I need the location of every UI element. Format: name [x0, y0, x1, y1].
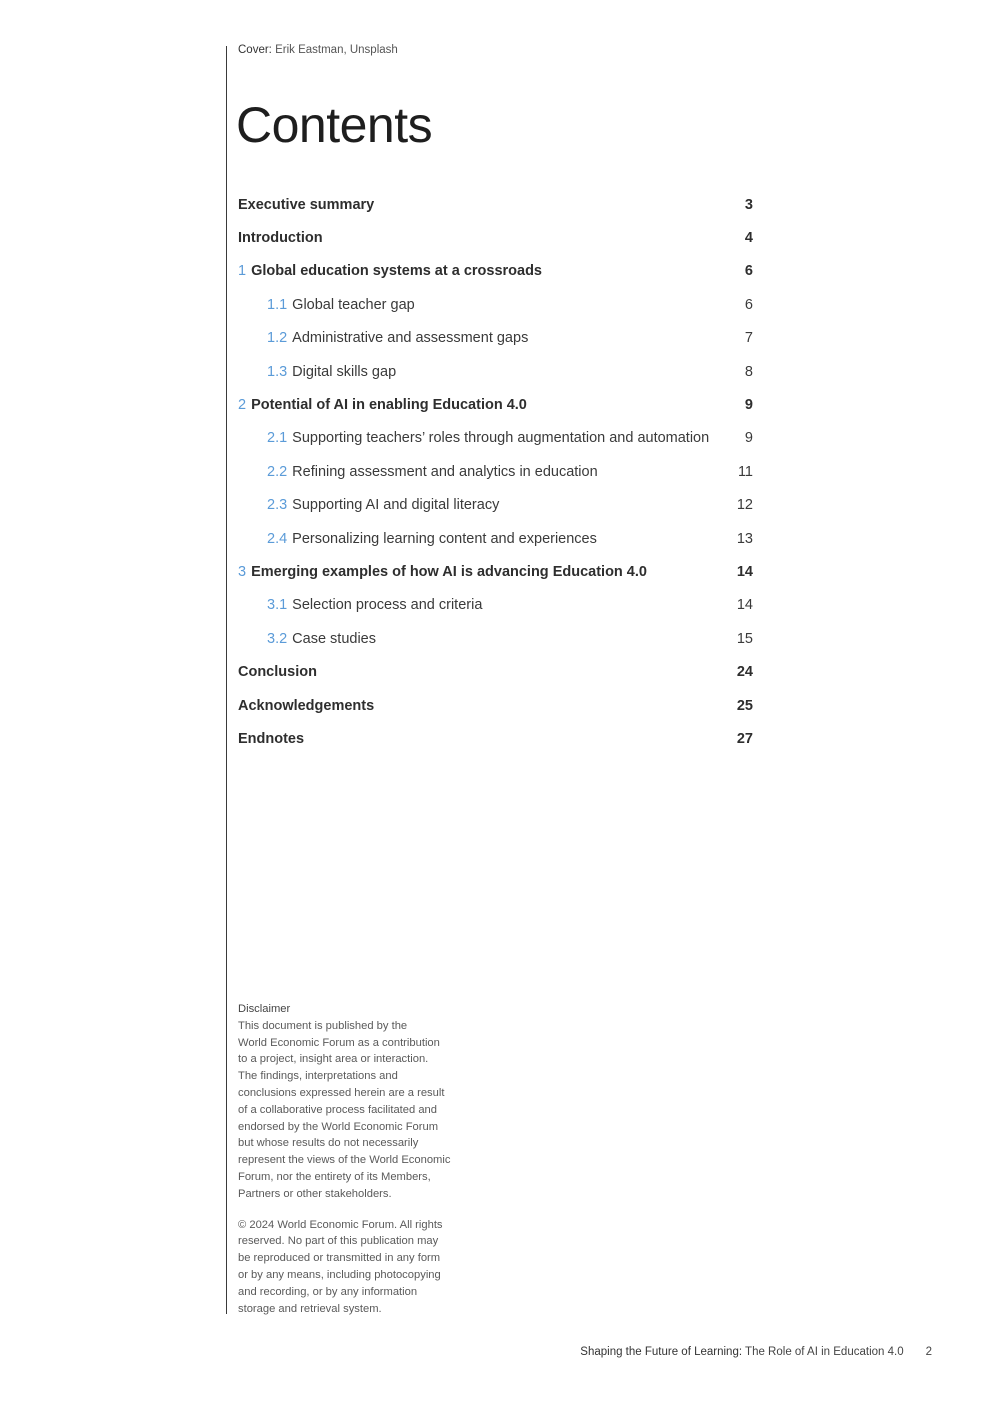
disclaimer-line: but whose results do not necessarily [238, 1137, 419, 1150]
toc-entry-label: Executive summary [238, 196, 375, 213]
toc-entry-page: 8 [744, 363, 753, 380]
footer-title-strong: Shaping the Future of Learning: [580, 1346, 743, 1358]
toc-entry-page: 4 [744, 230, 753, 247]
toc-entry-label: Supporting teachers’ roles through augmentation and automation [292, 430, 710, 447]
toc-entry-label: Supporting AI and digital literacy [292, 497, 500, 514]
toc-entry[interactable] [238, 422, 753, 455]
disclaimer-line: be reproduced or transmitted in any form [238, 1252, 441, 1265]
toc-entry-page: 13 [736, 530, 753, 547]
toc-entry[interactable] [238, 589, 753, 622]
toc-entry[interactable] [238, 388, 753, 421]
toc-entry-page: 6 [744, 296, 753, 313]
footer-title [580, 1346, 903, 1358]
toc-entry-number: 1.2 [267, 330, 288, 347]
toc-entry[interactable] [238, 722, 753, 755]
toc-entry-label: Conclusion [238, 664, 317, 681]
toc-entry-label: Selection process and criteria [292, 597, 483, 614]
toc-entry[interactable] [238, 489, 753, 522]
page-footer [580, 1346, 932, 1358]
toc-entry-label: Potential of AI in enabling Education 4.0 [251, 397, 527, 414]
disclaimer-line: World Economic Forum as a contribution [238, 1036, 440, 1049]
toc-entry[interactable] [238, 689, 753, 722]
toc-entry[interactable] [238, 355, 753, 388]
toc-entry[interactable] [238, 555, 753, 588]
toc-entry-label: Refining assessment and analytics in education [292, 463, 598, 480]
toc-entry-page: 9 [744, 397, 753, 414]
disclaimer-line: Forum, nor the entirety of its Members, [238, 1170, 431, 1183]
cover-credit-label: Cover: [238, 44, 272, 56]
toc-entry[interactable] [238, 655, 753, 688]
disclaimer-line: reserved. No part of this publication may [238, 1235, 439, 1248]
disclaimer-line: endorsed by the World Economic Forum [238, 1120, 439, 1133]
disclaimer-line: and recording, or by any information [238, 1285, 418, 1298]
disclaimer-line: The findings, interpretations and [238, 1070, 398, 1083]
toc-entry-page: 25 [736, 697, 753, 714]
toc-entry-label: Emerging examples of how AI is advancing Education 4.0 [251, 563, 647, 580]
toc-entry-page: 6 [744, 263, 753, 280]
toc-entry-label: Global education systems at a crossroads [251, 263, 542, 280]
disclaimer-line: of a collaborative process facilitated and [238, 1103, 438, 1116]
toc-entry-number: 3.2 [267, 630, 288, 647]
toc-entry[interactable] [238, 622, 753, 655]
toc-entry[interactable] [238, 188, 753, 221]
toc-entry-number: 2 [238, 397, 247, 414]
toc-entry-page: 12 [736, 497, 753, 514]
disclaimer-line: to a project, insight area or interaction. [238, 1053, 429, 1066]
margin-rule [226, 46, 227, 1314]
toc-entry-label: Case studies [292, 630, 376, 647]
disclaimer-line: or by any means, including photocopying [238, 1268, 441, 1281]
toc-entry-number: 2.3 [267, 497, 288, 514]
toc-entry-number: 3.1 [267, 597, 288, 614]
toc-entry-page: 9 [744, 430, 753, 447]
disclaimer-line: This document is published by the [238, 1019, 408, 1032]
toc-entry-page: 27 [736, 730, 753, 747]
disclaimer-line: conclusions expressed herein are a result [238, 1086, 445, 1099]
disclaimer [238, 1001, 478, 1317]
toc-entry-label: Endnotes [238, 730, 305, 747]
disclaimer-line: storage and retrieval system. [238, 1302, 382, 1315]
page-title: Contents [236, 97, 433, 153]
toc-entry-label: Acknowledgements [238, 697, 375, 714]
toc-entry-number: 2.1 [267, 430, 288, 447]
toc-entry[interactable] [238, 455, 753, 488]
toc-entry-label: Introduction [238, 230, 323, 247]
toc-entry-page: 24 [736, 664, 753, 681]
toc-entry-label: Personalizing learning content and experiences [292, 530, 597, 547]
toc-entry-page: 15 [736, 630, 753, 647]
toc-entry-number: 1.3 [267, 363, 288, 380]
toc-entry-number: 1.1 [267, 296, 288, 313]
toc-entry[interactable] [238, 522, 753, 555]
toc-entry-number: 2.2 [267, 463, 288, 480]
toc-entry-page: 3 [744, 196, 753, 213]
toc-entry[interactable] [238, 322, 753, 355]
toc-entry-page: 14 [736, 563, 753, 580]
toc-entry[interactable] [238, 221, 753, 254]
cover-credit-text: Erik Eastman, Unsplash [275, 44, 398, 56]
toc-entry-label: Digital skills gap [292, 363, 397, 380]
disclaimer-heading: Disclaimer [238, 1003, 291, 1015]
toc-entry-number: 2.4 [267, 530, 288, 547]
disclaimer-line: © 2024 World Economic Forum. All rights [238, 1218, 443, 1231]
disclaimer-line: Partners or other stakeholders. [238, 1187, 392, 1200]
toc-entry-label: Administrative and assessment gaps [292, 330, 529, 347]
toc-entry-number: 1 [238, 263, 247, 280]
footer-page-number: 2 [925, 1346, 932, 1358]
toc-entry[interactable] [238, 288, 753, 321]
footer-title-rest: The Role of AI in Education 4.0 [745, 1346, 904, 1358]
disclaimer-paragraph [238, 1018, 478, 1203]
toc-entry-label: Global teacher gap [292, 296, 415, 313]
table-of-contents [238, 188, 753, 756]
copyright-paragraph [238, 1217, 478, 1318]
toc-entry-page: 14 [736, 597, 753, 614]
toc-entry-number: 3 [238, 563, 247, 580]
toc-entry-page: 11 [737, 463, 753, 480]
toc-entry-page: 7 [744, 330, 753, 347]
cover-credit [238, 44, 398, 56]
disclaimer-line: represent the views of the World Economic [238, 1154, 451, 1167]
toc-entry[interactable] [238, 255, 753, 288]
